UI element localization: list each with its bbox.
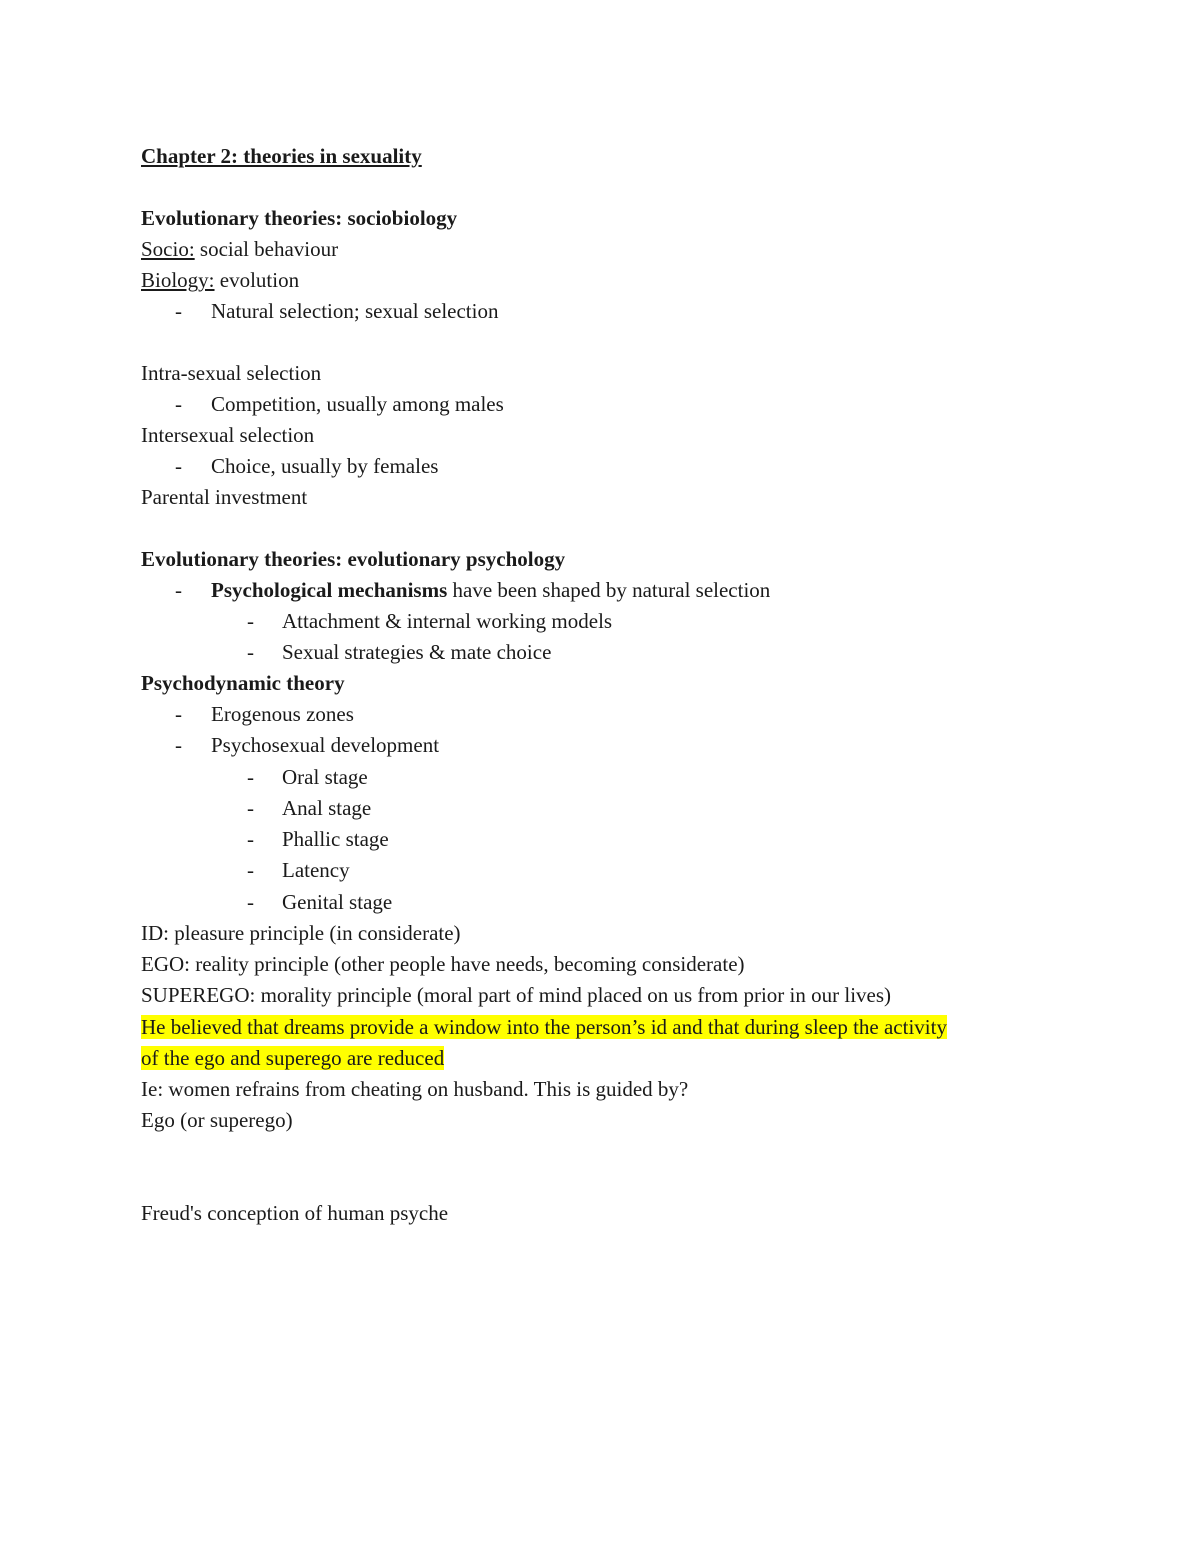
list-item-text: Natural selection; sexual selection	[211, 299, 499, 323]
bullet-dash: -	[175, 702, 182, 726]
highlighted-text: of the ego and superego are reduced	[141, 1046, 445, 1070]
list-item-text: Competition, usually among males	[211, 392, 504, 416]
footer-note: Freud's conception of human psyche	[141, 1201, 449, 1225]
intra-sexual-selection: Intra-sexual selection	[141, 361, 322, 385]
section-heading-sociobiology: Evolutionary theories: sociobiology	[141, 206, 458, 230]
bullet-dash: -	[247, 640, 254, 664]
example-question: Ie: women refrains from cheating on husband. This is guided by?	[141, 1077, 689, 1101]
stage-text: Anal stage	[282, 796, 372, 820]
sub-list-item-text: Sexual strategies & mate choice	[282, 640, 552, 664]
intersexual-selection: Intersexual selection	[141, 423, 315, 447]
stage-text: Oral stage	[282, 765, 368, 789]
id-principle: ID: pleasure principle (in considerate)	[141, 921, 461, 945]
biology-definition	[141, 265, 299, 296]
ego-principle: EGO: reality principle (other people have needs, becoming considerate)	[141, 952, 745, 976]
bullet-dash: -	[247, 609, 254, 633]
bullet-dash: -	[175, 733, 182, 757]
socio-definition	[141, 234, 338, 265]
biology-text: evolution	[214, 268, 300, 292]
superego-principle: SUPEREGO: morality principle (moral part of mind placed on us from prior in our lives)	[141, 983, 892, 1007]
highlighted-note-line-1	[141, 1012, 947, 1043]
mechanisms-rest: have been shaped by natural selection	[447, 578, 771, 602]
bullet-dash: -	[175, 454, 182, 478]
mechanisms-term: Psychological mechanisms	[211, 578, 448, 602]
list-item-text: Erogenous zones	[211, 702, 354, 726]
parental-investment: Parental investment	[141, 485, 308, 509]
bullet-dash: -	[175, 392, 182, 416]
example-answer: Ego (or superego)	[141, 1108, 293, 1132]
bullet-dash: -	[247, 827, 254, 851]
page-title: Chapter 2: theories in sexuality	[141, 144, 422, 168]
socio-text: social behaviour	[194, 237, 339, 261]
socio-label: Socio:	[141, 237, 195, 261]
list-item-text: Psychosexual development	[211, 733, 440, 757]
stage-text: Phallic stage	[282, 827, 389, 851]
section-heading-evolutionary-psychology: Evolutionary theories: evolutionary psychology	[141, 547, 566, 571]
sub-list-item-text: Attachment & internal working models	[282, 609, 613, 633]
highlighted-text: He believed that dreams provide a window into the person’s id and that during sleep the activity	[141, 1015, 947, 1039]
stage-text: Genital stage	[282, 890, 393, 914]
section-heading-psychodynamic: Psychodynamic theory	[141, 671, 345, 695]
bullet-dash: -	[247, 890, 254, 914]
highlighted-note-line-2	[141, 1043, 444, 1074]
bullet-dash: -	[247, 796, 254, 820]
list-item-text: Choice, usually by females	[211, 454, 439, 478]
bullet-dash: -	[175, 299, 182, 323]
biology-label: Biology:	[141, 268, 215, 292]
bullet-dash: -	[247, 765, 254, 789]
bullet-dash: -	[247, 858, 254, 882]
bullet-dash: -	[175, 578, 182, 602]
list-item-text	[211, 575, 770, 606]
stage-text: Latency	[282, 858, 350, 882]
